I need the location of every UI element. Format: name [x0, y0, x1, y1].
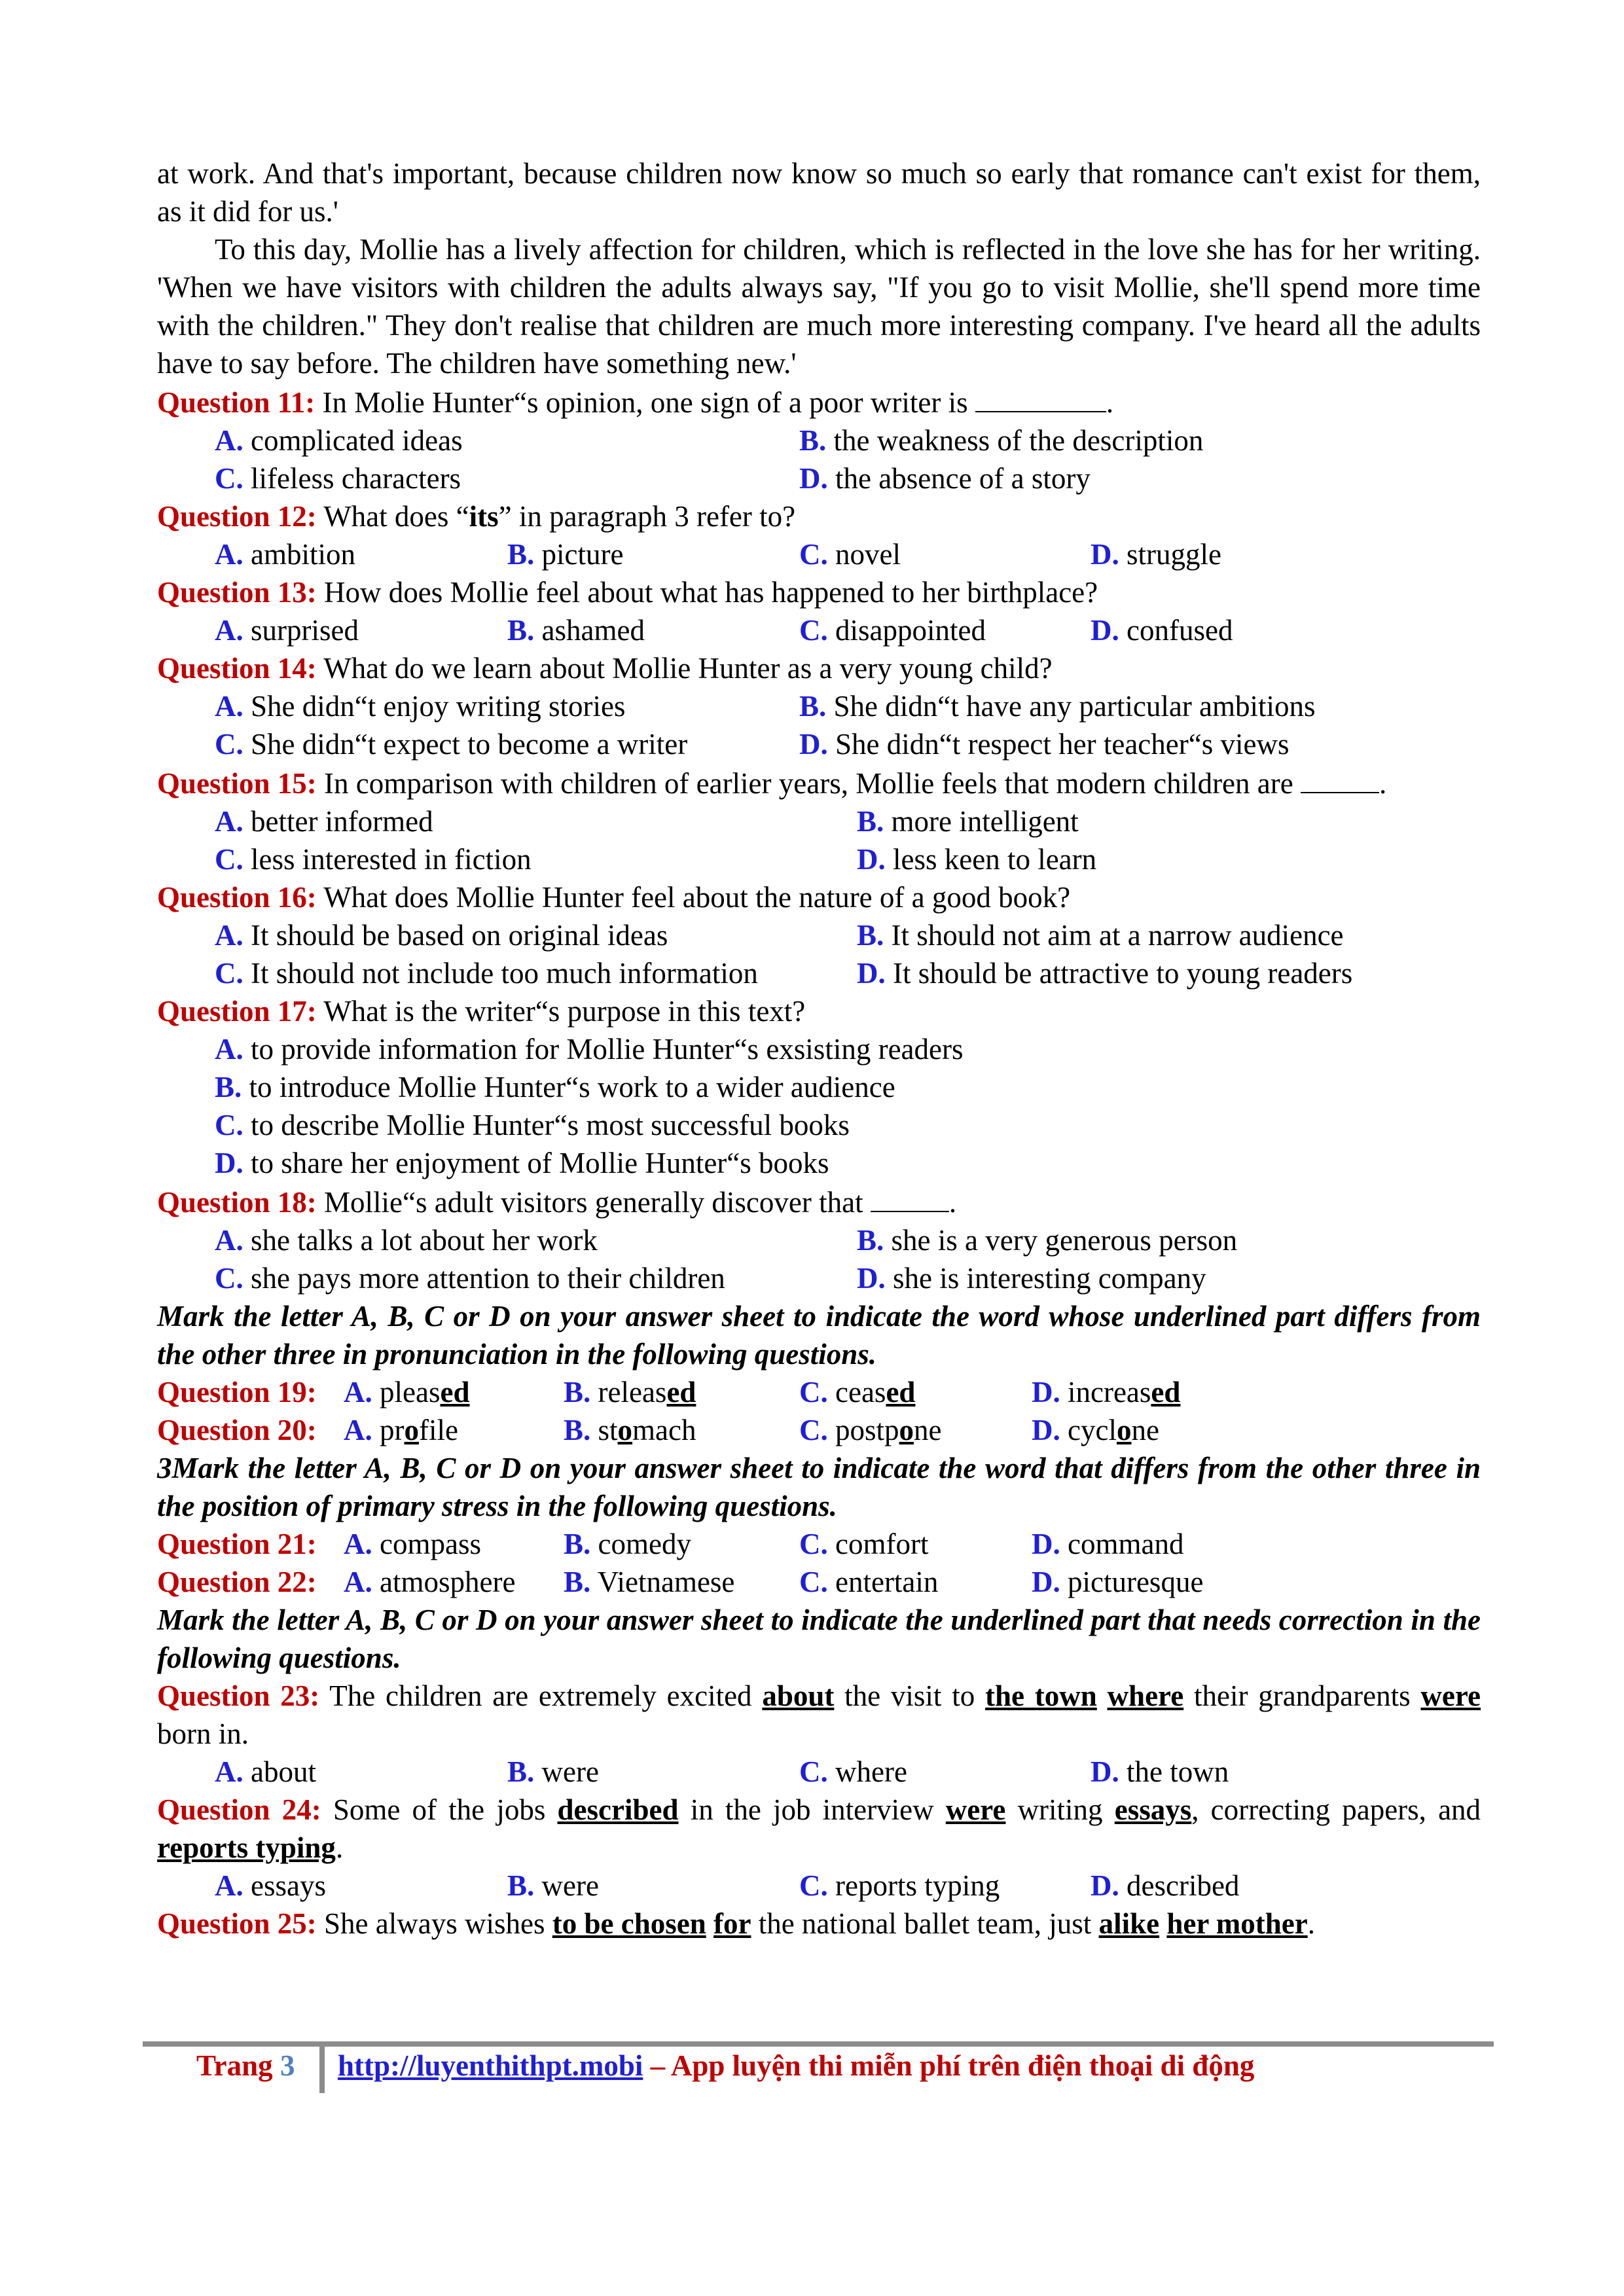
option-b[interactable]: B. It should not aim at a narrow audience	[857, 919, 1344, 952]
option-a[interactable]: A. surprised	[215, 614, 359, 647]
option-a[interactable]: A. atmosphere	[344, 1566, 516, 1598]
option-c[interactable]: C. postpone	[799, 1414, 942, 1446]
option-a[interactable]: A. essays	[215, 1869, 326, 1902]
option-d[interactable]: D. the absence of a story	[799, 462, 1091, 495]
option-c[interactable]: C. novel	[799, 538, 901, 571]
options-row	[157, 1259, 1481, 1297]
question-24: Question 24: Some of the jobs described in the job interview were writing essays, correcting papers, and reports typing.	[157, 1793, 1481, 1864]
options-row	[157, 840, 1481, 878]
option-d[interactable]: D. described	[1091, 1869, 1240, 1902]
document-body	[157, 154, 1481, 1943]
option-b[interactable]: B. stomach	[564, 1414, 696, 1446]
answer-blank	[871, 1182, 949, 1212]
question-12: Question 12: What does “its” in paragraph 3 refer to?	[157, 500, 796, 533]
page-number: Trang 3	[196, 2049, 295, 2082]
question-17: Question 17: What is the writer“s purpose in this text?	[157, 995, 806, 1028]
option-d[interactable]: D. command	[1032, 1528, 1184, 1560]
option-b[interactable]: B. Vietnamese	[564, 1566, 735, 1598]
options-row	[157, 1867, 1481, 1905]
options-row	[157, 422, 1481, 459]
question-21: Question 21: A. compass B. comedy C. comfort D. command	[157, 1525, 1481, 1563]
option-d[interactable]: D. She didn“t respect her teacher“s views	[799, 728, 1290, 761]
option-d[interactable]: D. It should be attractive to young readers	[857, 957, 1353, 990]
question-23: Question 23: The children are extremely excited about the visit to the town where their grandparents were born in.	[157, 1679, 1481, 1750]
option-b[interactable]: B. She didn“t have any particular ambitions	[799, 690, 1316, 723]
option-a[interactable]: A. complicated ideas	[215, 424, 463, 457]
footer-text: http://luyenthithpt.mobi – App luyện thi miễn phí trên điện thoại di động	[338, 2049, 1255, 2082]
option-a[interactable]: A. She didn“t enjoy writing stories	[215, 690, 626, 723]
footer-divider	[143, 2041, 1494, 2047]
question-16: Question 16: What does Mollie Hunter feel about the nature of a good book?	[157, 881, 1071, 914]
question-15: Question 15: In comparison with children of earlier years, Mollie feels that modern children are .	[157, 763, 1481, 802]
passage-paragraph: To this day, Mollie has a lively affection for children, which is reflected in the love she has for her writing. 'When we have visitors with children the adults always say, "If you go to visit Mollie, she'll spend more time with the children." They don't realise that children are much more interesting company. I've heard all the adults have to say before. The children have something new.'	[157, 233, 1481, 380]
option-c[interactable]: C. disappointed	[799, 614, 986, 647]
option-d[interactable]: D. cyclone	[1032, 1414, 1159, 1446]
option-c[interactable]: C. She didn“t expect to become a writer	[215, 728, 688, 761]
question-25: Question 25: She always wishes to be chosen for the national ballet team, just alike her mother.	[157, 1907, 1315, 1940]
option-b[interactable]: B. released	[564, 1376, 696, 1408]
option-c[interactable]: C. to describe Mollie Hunter“s most successful books	[215, 1109, 850, 1141]
question-20: Question 20: A. profile B. stomach C. postpone D. cyclone	[157, 1411, 1481, 1449]
question-11: Question 11: In Molie Hunter“s opinion, one sign of a poor writer is .	[157, 382, 1481, 422]
options-row	[157, 611, 1481, 649]
option-b[interactable]: B. she is a very generous person	[857, 1224, 1238, 1257]
option-a[interactable]: A. pleased	[344, 1376, 470, 1408]
option-b[interactable]: B. to introduce Mollie Hunter“s work to a wider audience	[215, 1071, 895, 1103]
question-14: Question 14: What do we learn about Mollie Hunter as a very young child?	[157, 652, 1053, 685]
option-d[interactable]: D. picturesque	[1032, 1566, 1204, 1598]
options-row	[157, 1753, 1481, 1791]
option-b[interactable]: B. picture	[507, 538, 624, 571]
options-row	[157, 535, 1481, 573]
option-c[interactable]: C. less interested in fiction	[215, 843, 532, 876]
options-row	[157, 802, 1481, 840]
question-13: Question 13: How does Mollie feel about what has happened to her birthplace?	[157, 576, 1098, 609]
options-row	[157, 725, 1481, 763]
option-b[interactable]: B. the weakness of the description	[799, 424, 1204, 457]
option-d[interactable]: D. to share her enjoyment of Mollie Hunter“s books	[215, 1147, 829, 1179]
option-b[interactable]: B. were	[507, 1869, 599, 1902]
option-c[interactable]: C. where	[799, 1755, 907, 1788]
option-c[interactable]: C. lifeless characters	[215, 462, 461, 495]
option-a[interactable]: A. she talks a lot about her work	[215, 1224, 598, 1257]
section-instruction: Mark the letter A, B, C or D on your answer sheet to indicate the word whose underlined part differs from the other three in pronunciation in the following questions.	[157, 1300, 1481, 1371]
question-18: Question 18: Mollie“s adult visitors generally discover that .	[157, 1182, 1481, 1221]
option-a[interactable]: A. It should be based on original ideas	[215, 919, 668, 952]
option-d[interactable]: D. she is interesting company	[857, 1262, 1206, 1295]
footer-link[interactable]: http://luyenthithpt.mobi	[338, 2049, 643, 2082]
option-c[interactable]: C. ceased	[799, 1376, 916, 1408]
footer-separator	[319, 2043, 325, 2093]
option-d[interactable]: D. confused	[1091, 614, 1233, 647]
options-row	[157, 459, 1481, 497]
options-row	[157, 1221, 1481, 1259]
section-instruction: Mark the letter A, B, C or D on your answer sheet to indicate the underlined part that needs correction in the following questions.	[157, 1604, 1481, 1674]
option-a[interactable]: A. compass	[344, 1528, 481, 1560]
option-b[interactable]: B. were	[507, 1755, 599, 1788]
options-row	[157, 916, 1481, 954]
options-row	[157, 687, 1481, 725]
question-22: Question 22: A. atmosphere B. Vietnamese C. entertain D. picturesque	[157, 1563, 1481, 1601]
option-c[interactable]: C. It should not include too much information	[215, 957, 758, 990]
option-b[interactable]: B. comedy	[564, 1528, 691, 1560]
option-d[interactable]: D. increased	[1032, 1376, 1181, 1408]
answer-blank	[975, 382, 1106, 412]
option-b[interactable]: B. more intelligent	[857, 805, 1079, 838]
option-a[interactable]: A. better informed	[215, 805, 433, 838]
option-c[interactable]: C. comfort	[799, 1528, 929, 1560]
option-c[interactable]: C. reports typing	[799, 1869, 1000, 1902]
option-a[interactable]: A. about	[215, 1755, 316, 1788]
answer-blank	[1301, 763, 1379, 793]
section-instruction: 3Mark the letter A, B, C or D on your answer sheet to indicate the word that differs from the other three in the position of primary stress in the following questions.	[157, 1452, 1481, 1522]
option-a[interactable]: A. to provide information for Mollie Hunter“s exsisting readers	[215, 1033, 964, 1066]
options-row	[157, 954, 1481, 992]
option-c[interactable]: C. she pays more attention to their children	[215, 1262, 725, 1295]
question-19: Question 19: A. pleased B. released C. ceased D. increased	[157, 1373, 1481, 1411]
option-d[interactable]: D. less keen to learn	[857, 843, 1097, 876]
option-c[interactable]: C. entertain	[799, 1566, 939, 1598]
option-a[interactable]: A. profile	[344, 1414, 458, 1446]
passage-paragraph: at work. And that's important, because children now know so much so early that romance can't exist for them, as it did for us.'	[157, 157, 1481, 228]
option-a[interactable]: A. ambition	[215, 538, 355, 571]
option-d[interactable]: D. the town	[1091, 1755, 1229, 1788]
option-d[interactable]: D. struggle	[1091, 538, 1221, 571]
option-b[interactable]: B. ashamed	[507, 614, 645, 647]
